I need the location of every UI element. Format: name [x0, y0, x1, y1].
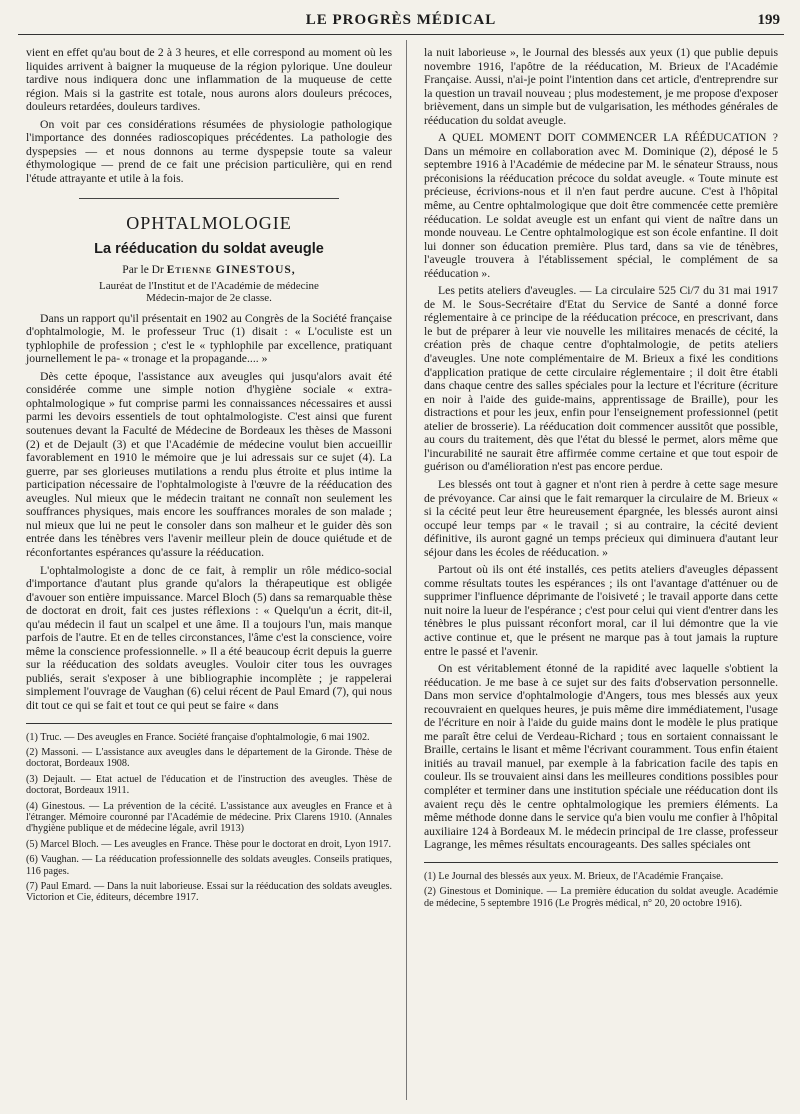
- footnote: (6) Vaughan. — La rééducation professionnelle des soldats aveugles. Conseils pratiques, 116 pages.: [26, 854, 392, 877]
- body-paragraph: Les blessés ont tout à gagner et n'ont rien à perdre à cette sage mesure de prévoyance. Car ainsi que le fait remarquer la circulaire de M. Brieux « si la cécité peut leur être heureusement épargnée, les blessés auront ainsi occupé leur temps par « le travail ; si au contraire, la cécité devient définitive, ils auront gagné un temps précieux qui diminuera d'autant leur séjour dans les écoles de rééducation. »: [424, 477, 778, 559]
- body-paragraph: On est véritablement étonné de la rapidité avec laquelle s'obtient la rééducation. Je me base à ce sujet sur des faits d'observation personnelle. Dans mon service d'ophtalmologie d'Angers, tous mes blessés aux yeux recouvraient en quelques heures, je puis même dire immédiatement, l'usage de l'écriture en noir à l'aide du guide mains dont le modèle le plus pratique me paraît être celui de Verdeau-Richard ; tous en sortaient connaissant le Braille, certains le lisant et même l'écrivant couramment. Tous enfin étaient initiés au travail manuel, par exemple à la fabrication facile des tapis en couleur. Ils se trouvaient ainsi dans les meilleures conditions possibles pour compléter et terminer dans une institution spéciale une rééducation dont ils avaient reçu dès le centre ophtalmologique les premiers éléments. La même méthode donne dans le service qu'a bien voulu me confier à l'hôpital auxiliaire 124 à Bordeaux M. le médecin principal de 1re classe, professeur Lagrange, les mêmes résultats encourageants. Des salles spéciales ont: [424, 662, 778, 852]
- intro-paragraph: vient en effet qu'au bout de 2 à 3 heures, et elle correspond au moment où les liquides arrivent à baigner la muqueuse de la région pylorique. Une douleur tardive nous indiquera donc une inflammation de la muqueuse de cette région. Mais si la gastrite est totale, nous aurons alors douleurs précoces, douleurs retardées, douleurs tardives.: [26, 46, 392, 114]
- page-number: 199: [757, 12, 780, 28]
- body-paragraph: Partout où ils ont été installés, ces petits ateliers d'aveugles dépassent comme résultats toutes les espérances ; ils ont l'avantage d'atténuer ou de supprimer l'influence déprimante de l'oisiveté ; le travail apporte dans cette nuit noire la lueur de l'espérance ; c'est pour celui qui vient d'entrer dans les ténèbres le plus puissant réconfort moral, car il lui démontre que la vie active continue et, que le présent ne marque pas à tout jamais la rupture entre le passé et l'avenir.: [424, 563, 778, 658]
- section-title: OPHTALMOLOGIE: [126, 213, 292, 234]
- author-name: Etienne GINESTOUS,: [166, 264, 296, 277]
- body-paragraph: Dès cette époque, l'assistance aux aveugles qui jusqu'alors avait été considérée comme une simple notion d'hygiène sociale « extra-ophtalmologique » fut comprise parmi les connaissances nécessaires et aussi parmi les devoirs essentiels de tout ophtalmologiste. C'est ainsi que furent soutenues devant la Faculté de Médecine de Bordeaux les thèses de Massoni (2) et de Dejault (3) et que l'Académie de médecine voulut bien accueillir favorablement en 1910 le mémoire que je lui adressais sur ce sujet (4). La guerre, par ses glorieuses mutilations a rendu plus étroite et plus intime la participation nécessaire de l'ophtalmologiste à l'œuvre de la rééducation des aveugles. Nul mieux que le médecin traitant ne connaît non seulement les souffrances physiques, mais encore les souffrances morales de son malade ; nul mieux que lui ne peut le consoler dans son malheur et le guider dès son entrée dans les ténèbres vers l'avenir meilleur plein de douce quiétude et de réconfortantes espérances qu'assure la rééducation.: [26, 369, 392, 559]
- section-ornament: [26, 193, 392, 207]
- intro-paragraph: On voit par ces considérations résumées de physiologie pathologique l'importance des données radioscopiques précédentes. La pathologie des dyspepsies — et nous donnons au terme dyspepsie toute sa valeur éthymologique — prend de ce fait une précision particulière, qui en rend l'étude attrayante et utile à la fois.: [26, 117, 392, 185]
- right-column: [424, 46, 778, 913]
- body-paragraph: Les petits ateliers d'aveugles. — La circulaire 525 Ci/7 du 31 mai 1917 de M. le Sous-Secrétaire d'Etat du Service de Santé a donné force réglementaire à ce principe de la rééducation précoce, en prescrivant, dans le but de préparer à leur vie nouvelle les militaires menacés de cécité, la création près de chaque centre d'ophtalmologie, de petits ateliers d'aveugles. Une note complémentaire de M. Brieux a fixé les conditions d'application pratique de cette circulaire réglementaire ; il doit être établi dans chaque centre des salles spéciales pour la lecture et l'écriture (écriture en noir à l'aide des guide-mains, apprentissage de Braille), pour les distractions et pour les jeux, enfin pour l'enseignement professionnel (petit atelier de brosserie). La rééducation doit commencer aussitôt que possible, au cours du traitement, dès que l'état du blessé le permet, alors même que l'incurabilité ne saurait être affirmée comme certaine et que tout espoir de guérison ou d'amélioration n'est pas encore perdue.: [424, 284, 778, 474]
- column-divider: [406, 40, 407, 1100]
- running-header: [18, 8, 784, 35]
- author-rank: Médecin-major de 2e classe.: [146, 291, 272, 304]
- footnote: (1) Truc. — Des aveugles en France. Société française d'ophtalmologie, 6 mai 1902.: [26, 731, 370, 743]
- author-affiliation: Lauréat de l'Institut et de l'Académie de médecine: [99, 279, 319, 292]
- footnote: (2) Ginestous et Dominique. — La première éducation du soldat aveugle. Académie de médecine, 5 septembre 1916 (Le Progrès médical, n° 20, 20 octobre 1916).: [424, 886, 778, 909]
- left-column: [26, 46, 392, 908]
- byline-prefix: Par le Dr: [122, 264, 164, 277]
- body-paragraph: la nuit laborieuse », le Journal des blessés aux yeux (1) que publie depuis novembre 1916, l'apôtre de la rééducation, M. Brieux de l'Académie Française. Aussi, n'ai-je point l'intention dans cet article, d'entreprendre sur la question un travail nouveau ; plus modestement, je me propose d'exposer brièvement, dans un simple but de vulgarisation, les méthodes générales de rééducation du soldat aveugle.: [424, 46, 778, 127]
- footnote-separator: [424, 862, 778, 863]
- body-paragraph: L'ophtalmologiste a donc de ce fait, à remplir un rôle médico-social d'importance d'autant plus grande qu'alors la thérapeutique est obligée d'avouer son entière impuissance. Marcel Bloch (5) dans sa remarquable thèse de doctorat en droit, fait ces justes réflexions : « Quelqu'un a écrit, dit-il, qu'au médecin il faut un scalpel et une âme. Il a toujours l'un, mais manque parfois de l'autre. Et en de telles circonstances, l'âme c'est la conscience, voire même la conscience professionnelle. » Il a été beaucoup écrit depuis la guerre sur la rééducation des soldats aveugles. Vouloir citer tous les ouvrages publiés, serait s'exposer à une bibliographie incomplète ; je rappelerai simplement l'ouvrage de Vaughan (6) celui récent de Paul Emard (7), qui nous dit tout ce qui se fait et tout ce qui peut se faire « dans: [26, 563, 392, 712]
- footnote: (1) Le Journal des blessés aux yeux. M. Brieux, de l'Académie Française.: [424, 870, 724, 882]
- footnote: (7) Paul Emard. — Dans la nuit laborieuse. Essai sur la rééducation des soldats aveugles. Victorion et Cie, éditeurs, décembre 1917.: [26, 880, 392, 904]
- footnote-separator: [26, 723, 392, 724]
- journal-title: LE PROGRÈS MÉDICAL: [305, 12, 497, 28]
- footnote: (3) Dejault. — Etat actuel de l'éducation et de l'instruction des aveugles. Thèse de doctorat, Bordeaux 1911.: [26, 773, 392, 797]
- article-title: La rééducation du soldat aveugle: [94, 240, 324, 257]
- footnote: (4) Ginestous. — La prévention de la cécité. L'assistance aux aveugles en France et à l'étranger. Mémoire couronné par l'Académie de médecine. Prix Clarens 1910. (Annales d'hygiène publique et de médecine légale, avril 1913): [26, 800, 392, 835]
- body-paragraph: A QUEL MOMENT DOIT COMMENCER LA RÉÉDUCATION ? Dans un mémoire en collaboration avec M. Dominique (2), déposé le 5 septembre 1916 à l'Académie de médecine par M. le sénateur Strauss, nous préconisions la rééducation précoce du soldat aveugle. « Toute minute est précieuse, écrivions-nous et il n'en faut perdre aucune. C'est à l'hôpital même, au Centre ophtalmologique que doit être commencée cette première rééducation. Le soldat aveugle est un enfant qui vient de naître dans un monde nouveau. Le Centre ophtalmologique est son école enfantine. Il doit lui donner son éducation première. Plus tard, dans sa vie de ténèbres, l'aveugle trouvera à l'établissement spécial, le complément de sa rééducation ».: [424, 131, 778, 280]
- footnote: (2) Massoni. — L'assistance aux aveugles dans le département de la Gironde. Thèse de doctorat, Bordeaux 1908.: [26, 746, 392, 770]
- footnote: (5) Marcel Bloch. — Les aveugles en France. Thèse pour le doctorat en droit, Lyon 1917.: [26, 838, 392, 850]
- byline: [26, 264, 392, 278]
- body-paragraph: Dans un rapport qu'il présentait en 1902 au Congrès de la Société française d'ophtalmologie, M. le professeur Truc (1) disait : « L'oculiste est un typhlophile de profession ; c'est le « typhlophile par excellence, pratiquant journellement le pa- « tronage et la propagande.... »: [26, 311, 392, 366]
